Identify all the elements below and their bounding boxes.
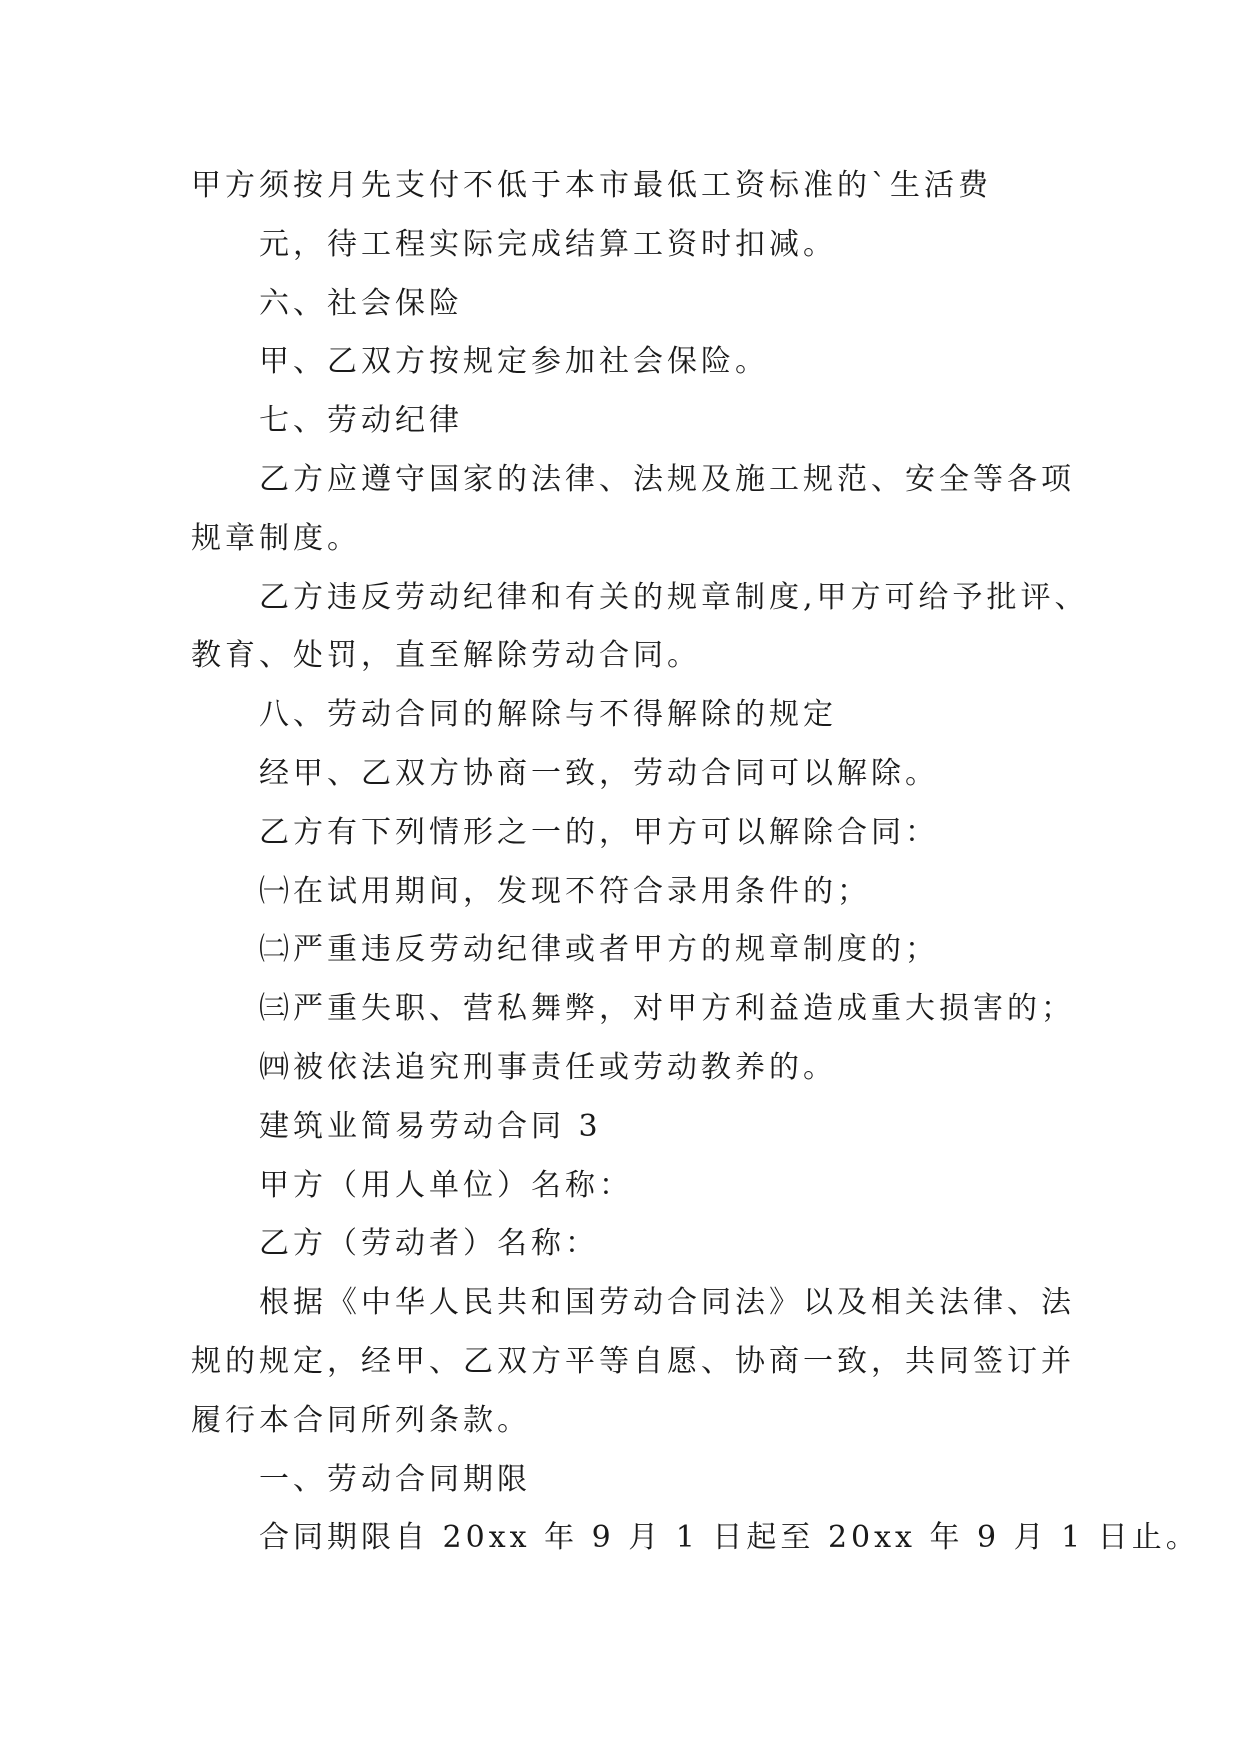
body-line: 乙方应遵守国家的法律、法规及施工规范、安全等各项	[259, 461, 1075, 497]
body-line: 甲、乙双方按规定参加社会保险。	[259, 344, 769, 380]
section-heading: 六、社会保险	[259, 285, 463, 321]
body-line: 规章制度。	[191, 520, 361, 556]
body-line: 元，待工程实际完成结算工资时扣减。	[259, 226, 837, 262]
body-line: 教育、处罚，直至解除劳动合同。	[191, 638, 701, 674]
list-item: ㈣被依法追究刑事责任或劳动教养的。	[259, 1049, 837, 1085]
body-line: 规的规定，经甲、乙双方平等自愿、协商一致，共同签订并	[191, 1343, 1075, 1379]
body-line: 根据《中华人民共和国劳动合同法》以及相关法律、法	[259, 1285, 1075, 1321]
body-line: 乙方有下列情形之一的，甲方可以解除合同：	[259, 814, 939, 850]
body-line: 合同期限自 20xx 年 9 月 1 日起至 20xx 年 9 月 1 日止。	[259, 1520, 1200, 1556]
party-b-name-field: 乙方（劳动者）名称：	[259, 1226, 599, 1262]
list-item: ㈢严重失职、营私舞弊，对甲方利益造成重大损害的；	[259, 991, 1075, 1027]
body-line: 乙方违反劳动纪律和有关的规章制度,甲方可给予批评、	[259, 579, 1089, 615]
section-heading: 八、劳动合同的解除与不得解除的规定	[259, 697, 837, 733]
body-line: 履行本合同所列条款。	[191, 1402, 531, 1438]
section-heading: 一、劳动合同期限	[259, 1461, 531, 1497]
body-line: 经甲、乙双方协商一致，劳动合同可以解除。	[259, 755, 939, 791]
party-a-name-field: 甲方（用人单位）名称：	[259, 1167, 633, 1203]
list-item: ㈠在试用期间，发现不符合录用条件的；	[259, 873, 871, 909]
body-line: 甲方须按月先支付不低于本市最低工资标准的`生活费	[191, 168, 992, 203]
document-body	[191, 157, 1200, 1568]
list-item: ㈡严重违反劳动纪律或者甲方的规章制度的；	[259, 932, 939, 968]
section-heading: 七、劳动纪律	[259, 403, 463, 439]
document-title: 建筑业简易劳动合同 3	[259, 1108, 602, 1144]
